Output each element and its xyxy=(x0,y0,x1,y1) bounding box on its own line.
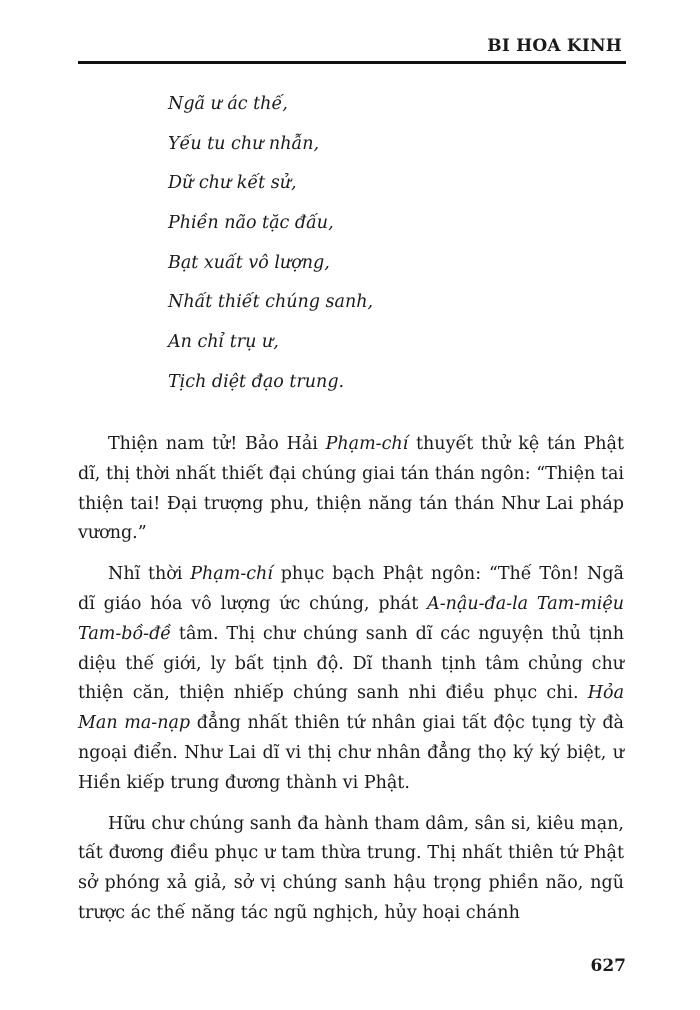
verse-line: Ngã ư ác thế, xyxy=(168,94,288,114)
italic-term: Hỏa Man ma-nạp xyxy=(78,683,624,734)
verse-block xyxy=(168,94,373,412)
verse-line: Tịch diệt đạo trung. xyxy=(168,371,345,392)
running-header xyxy=(78,28,626,64)
paragraph xyxy=(78,810,624,929)
verse-line: An chỉ trụ ư, xyxy=(168,332,279,353)
text-run: thuyết thử kệ tán Phật dĩ, thị thời nhất thiết đại chúng giai tán thán ngôn: “Thiện tai thiện tai! Đại trượng phu, thiện năng tán thán Như Lai pháp vương.” xyxy=(78,434,624,544)
text-run: đẳng nhất thiên tứ nhân giai tất độc tụng tỳ đà ngoại điển. Như Lai dĩ vi thị chư nhân đẳng thọ ký ký biệt, ư Hiền kiếp trung đương thành vi Phật. xyxy=(78,713,624,793)
book-title: BI HOA KINH xyxy=(487,36,622,56)
body-text xyxy=(78,430,624,940)
italic-term: Phạm-chí xyxy=(190,564,273,585)
header-rule xyxy=(78,61,626,64)
verse-line: Dữ chư kết sử, xyxy=(168,173,297,194)
verse-line: Nhất thiết chúng sanh, xyxy=(168,292,374,313)
italic-term: A-nậu-đa-la Tam-miệu Tam-bồ-đề xyxy=(78,593,625,644)
verse-line: Bạt xuất vô lượng, xyxy=(168,252,330,273)
text-run: tâm. Thị chư chúng sanh dĩ các nguyện thủ tịnh diệu thế giới, ly bất tịnh độ. Dĩ thanh tịnh tâm chủng chư thiện căn, thiện nhiếp chúng sanh nhi điều phục chi. xyxy=(78,623,624,704)
paragraph xyxy=(78,430,624,549)
verse-line: Phiền não tặc đấu, xyxy=(168,213,334,234)
text-run: Thiện nam tử! Bảo Hải xyxy=(108,434,326,454)
text-run: phục bạch Phật ngôn: “Thế Tôn! Ngã dĩ giáo hóa vô lượng ức chúng, phát xyxy=(78,564,624,614)
text-run: Nhĩ thời xyxy=(108,564,191,585)
text-run: Hữu chư chúng sanh đa hành tham dâm, sân si, kiêu mạn, tất đương điều phục ư tam thừa trung. Thị nhất thiên tứ Phật sở phóng xả giả, sở vị chúng sanh hậu trọng phiền não, ngũ trược ác thế năng tác ngũ nghịch, hủy hoại chánh xyxy=(78,813,624,923)
page-number: 627 xyxy=(590,956,626,976)
italic-term: Phạm-chí xyxy=(325,434,409,454)
paragraph xyxy=(78,560,624,798)
verse-line: Yếu tu chư nhẫn, xyxy=(168,133,320,154)
